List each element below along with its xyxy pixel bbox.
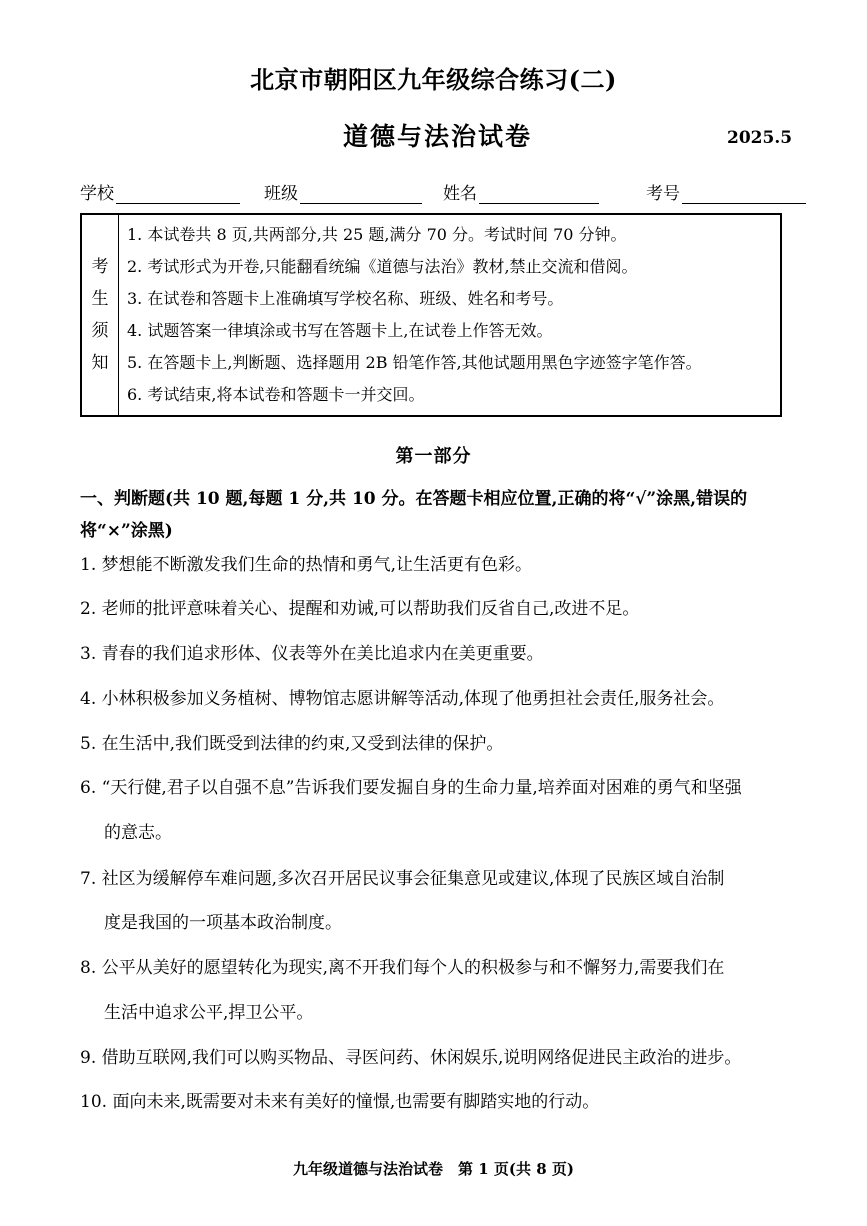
part-title: 第一部分 (395, 446, 472, 467)
exam-instructions-box (80, 213, 782, 417)
side-char: 须 (91, 321, 109, 341)
instruction-item: 1. 本试卷共 8 页,共两部分,共 25 题,满分 70 分。考试时间 70 分钟。 (127, 225, 627, 244)
question-10: 10. 面向未来,既需要对未来有美好的憧憬,也需要有脚踏实地的行动。 (80, 1092, 600, 1112)
name-field[interactable] (443, 179, 599, 204)
question-8-cont: 生活中追求公平,捍卫公平。 (104, 1003, 314, 1023)
name-label: 姓名 (443, 184, 477, 204)
exam-number-label: 考号 (646, 184, 680, 204)
instruction-item: 4. 试题答案一律填涂或书写在答题卡上,在试卷上作答无效。 (127, 321, 553, 340)
question-7: 7. 社区为缓解停车难问题,多次召开居民议事会征集意见或建议,体现了民族区域自治制 (80, 869, 725, 889)
instruction-item: 5. 在答题卡上,判断题、选择题用 2B 铅笔作答,其他试题用黑色字迹签字笔作答。 (127, 353, 702, 372)
question-3: 3. 青春的我们追求形体、仪表等外在美比追求内在美更重要。 (80, 644, 544, 664)
question-1: 1. 梦想能不断激发我们生命的热情和勇气,让生活更有色彩。 (80, 555, 533, 575)
question-8: 8. 公平从美好的愿望转化为现实,离不开我们每个人的积极参与和不懈努力,需要我们在 (80, 958, 725, 978)
class-field[interactable] (264, 179, 422, 204)
school-blank[interactable] (116, 185, 240, 204)
class-label: 班级 (264, 184, 298, 204)
question-2: 2. 老师的批评意味着关心、提醒和劝诫,可以帮助我们反省自己,改进不足。 (80, 599, 640, 619)
side-char: 生 (91, 289, 109, 309)
instruction-item: 3. 在试卷和答题卡上准确填写学校名称、班级、姓名和考号。 (127, 289, 564, 308)
question-6-cont: 的意志。 (104, 823, 172, 843)
page-footer: 九年级道德与法治试卷 第 1 页(共 8 页) (293, 1160, 574, 1178)
instructions-list (119, 214, 782, 416)
side-char: 考 (91, 257, 109, 277)
instructions-side-label (81, 214, 119, 416)
question-4: 4. 小林积极参加义务植树、博物馆志愿讲解等活动,体现了他勇担社会责任,服务社会。 (80, 689, 725, 709)
school-label: 学校 (80, 184, 114, 204)
instruction-item: 6. 考试结束,将本试卷和答题卡一并交回。 (127, 385, 425, 404)
side-char: 知 (91, 353, 109, 373)
question-7-cont: 度是我国的一项基本政治制度。 (104, 913, 342, 933)
exam-title: 北京市朝阳区九年级综合练习(二) (250, 65, 617, 94)
exam-number-field[interactable] (646, 179, 806, 204)
question-9: 9. 借助互联网,我们可以购买物品、寻医问药、休闲娱乐,说明网络促进民主政治的进步。 (80, 1048, 742, 1068)
class-blank[interactable] (300, 185, 422, 204)
question-5: 5. 在生活中,我们既受到法律的约束,又受到法律的保护。 (80, 734, 504, 754)
exam-number-blank[interactable] (682, 185, 806, 204)
exam-date: 2025.5 (727, 128, 793, 148)
section-heading: 一、判断题(共 10 题,每题 1 分,共 10 分。在答题卡相应位置,正确的将“√”涂黑,错误的将“×”涂黑) (80, 489, 748, 541)
subject-title: 道德与法治试卷 (343, 122, 533, 151)
name-blank[interactable] (479, 185, 599, 204)
school-field[interactable] (80, 179, 240, 204)
question-6: 6. “天行健,君子以自强不息”告诉我们要发掘自身的生命力量,培养面对困难的勇气和坚强 (80, 778, 742, 798)
instruction-item: 2. 考试形式为开卷,只能翻看统编《道德与法治》教材,禁止交流和借阅。 (127, 257, 638, 276)
